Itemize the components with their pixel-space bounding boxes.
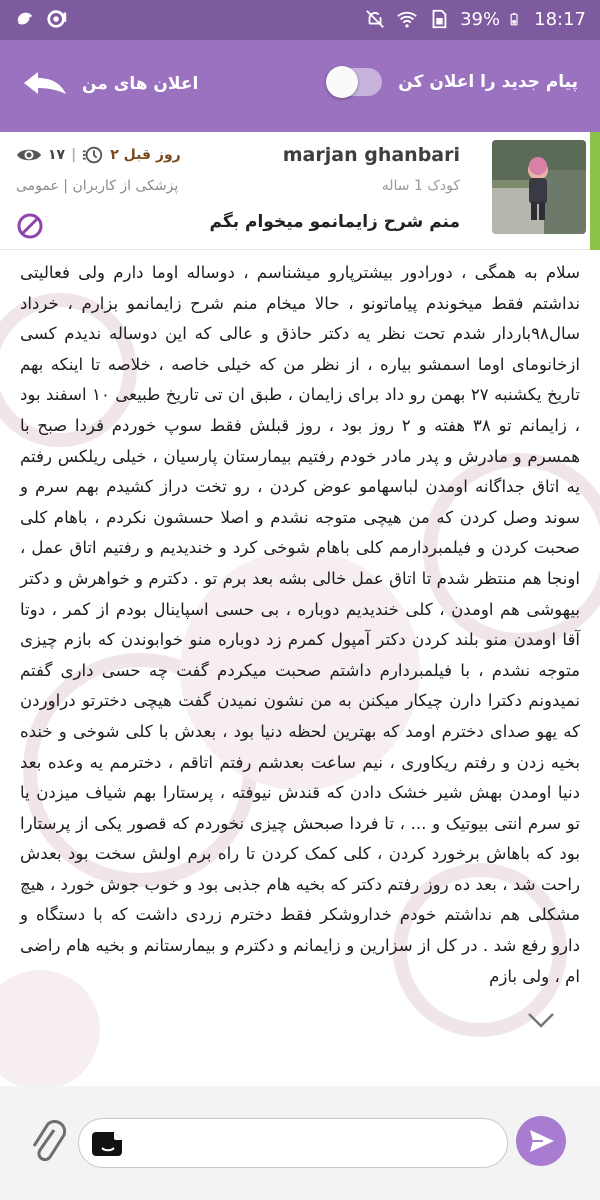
- sticker-icon[interactable]: [92, 1130, 124, 1158]
- eye-icon: [16, 146, 42, 164]
- post-category: پزشکی از کاربران | عمومی: [16, 178, 179, 194]
- child-age: کودک 1 ساله: [381, 178, 460, 194]
- clock: 18:17: [534, 8, 586, 30]
- time-ago: ۲ روز قبل: [110, 147, 181, 163]
- block-icon[interactable]: [16, 212, 44, 240]
- message-composer: [0, 1086, 600, 1200]
- post-body[interactable]: [0, 250, 600, 1086]
- chevron-down-icon[interactable]: [526, 1010, 556, 1030]
- my-ads-label: اعلان های من: [82, 74, 199, 94]
- post-body-text: سلام به همگی ، دورادور بیشترپارو میشناسم ، دوساله اوما دارم ولی فعالیتی نداشتم فقط میخوندم پیاماتونو ، حالا میخام منم شرح زایمانمو بزارم ، خرداد سال۹۸باردار شدم تحت نظر یه دکتر حاذق و عالی که این دوساله ندیدم کسی ازخانومای اوما اسمشو بیاره ، از نظر من که خیلی خاصه ، خلاصه تا اینکه بهم تاریخ یکشنبه ۲۷ بهمن رو داد برای زایمان ، طبق ان تی تاریخ طبیعی ۱۰ اسفند بود ، زایمانم تو ۳۸ هفته و ۲ روز بود ، روز قبلش فقط سوپ خوردم فردا صبح با همسرم و مادرش و پدر مادر خودم رفتیم بیمارستان پارسیان ، خیلی ریلکس رفتم یه اتاق جداگانه اومدن لباسهامو عوض کردن ، رو تخت دراز کشیدم بهم سرم و سوند وصل کردن که من هیچی متوجه نشدم و اصلا حسشون نکردم ، باهام کلی صحبت کردن و فیلمبردارمم کلی باهام شوخی کرد و خندیدیم و رفتیم اتاق عمل ، اونجا هم منتظر شدم تا اتاق عمل خالی بشه بعد برم تو . دکترم و خواهرش و دکتر بیهوشی هم اومدن ، کلی خندیدیم دوباره ، بی حسی اسپاینال بودم از کمر ، دوتا آقا اومدن منو بلند کردن دکتر آمپول کمرم زد دوباره منو خوابوندن که بازم چیزی متوجه نشدم ، با فیلمبردارم داشتم صحبت میکردم گفت چه حسی داری گفتم نمیدونم دکترا دارن چیکار میکنن به من نشون نمیدن گفت هیچی دخترتو دراوردن که یهو صدای دخترم اومد که بهترین لحظه دنیا بود ، بعدش با کلی شوخی و خنده بخیه زدن و رفتم ریکاوری ، نیم ساعت بعدشم رفتم اتاقم ، دخترمم یه وعده بعد دنیا اومدن بهش شیر خشک دادن که قندش نیوفته ، پرستارا بهم شیاف میزدن یا تو سرم انتی بیوتیک و ... ، تا فردا صبحش چیزی نخوردم که قصور یکی از پرستارا بود که باهاش برخورد کردن ، کلی کمک کردن تا راه برم اولش سخت بود بعدش راحت شد ، بعد ده روز رفتم دکتر که بخیه هام جذبی بود و خوب جوش خورد ، هیچ مشکلی هم نداشتم خودم خداروشکر فقط دخترم زردی داشت که با دستگاه و دارو رفع شد . در کل از سزارین و زایمانم و دکترم و بیمارستانم و بخیه هام راضی ام ، ولی بازم: [20, 263, 580, 986]
- clock-icon: [82, 144, 104, 166]
- post-title: منم شرح زایمانمو میخوام بگم: [209, 212, 460, 232]
- view-count: ۱۷: [48, 147, 66, 163]
- battery-percent: 39%: [460, 8, 501, 30]
- my-ads-button[interactable]: [22, 70, 198, 98]
- announce-toggle[interactable]: [328, 68, 382, 96]
- meta-divider: |: [71, 147, 77, 163]
- paperclip-icon[interactable]: [30, 1116, 66, 1164]
- notification-circle-icon: [46, 8, 68, 30]
- post-meta: [16, 144, 181, 166]
- status-bar: [0, 0, 600, 40]
- message-input[interactable]: [78, 1118, 508, 1168]
- mute-icon: [364, 8, 386, 30]
- avatar[interactable]: [492, 140, 586, 234]
- announce-setting: [328, 68, 578, 96]
- battery-icon: [510, 8, 524, 30]
- send-icon: [516, 1116, 566, 1166]
- announce-label: پیام جدید را اعلان کن: [398, 72, 578, 92]
- send-button[interactable]: [516, 1116, 566, 1166]
- back-arrow-icon: [22, 70, 68, 98]
- top-action-bar: [0, 40, 600, 132]
- notification-bird-icon: [14, 8, 36, 30]
- accent-strip: [590, 132, 600, 250]
- sim-icon: [428, 8, 450, 30]
- author-name[interactable]: marjan ghanbari: [282, 144, 460, 166]
- post-header: [0, 132, 600, 250]
- wifi-icon: [396, 8, 418, 30]
